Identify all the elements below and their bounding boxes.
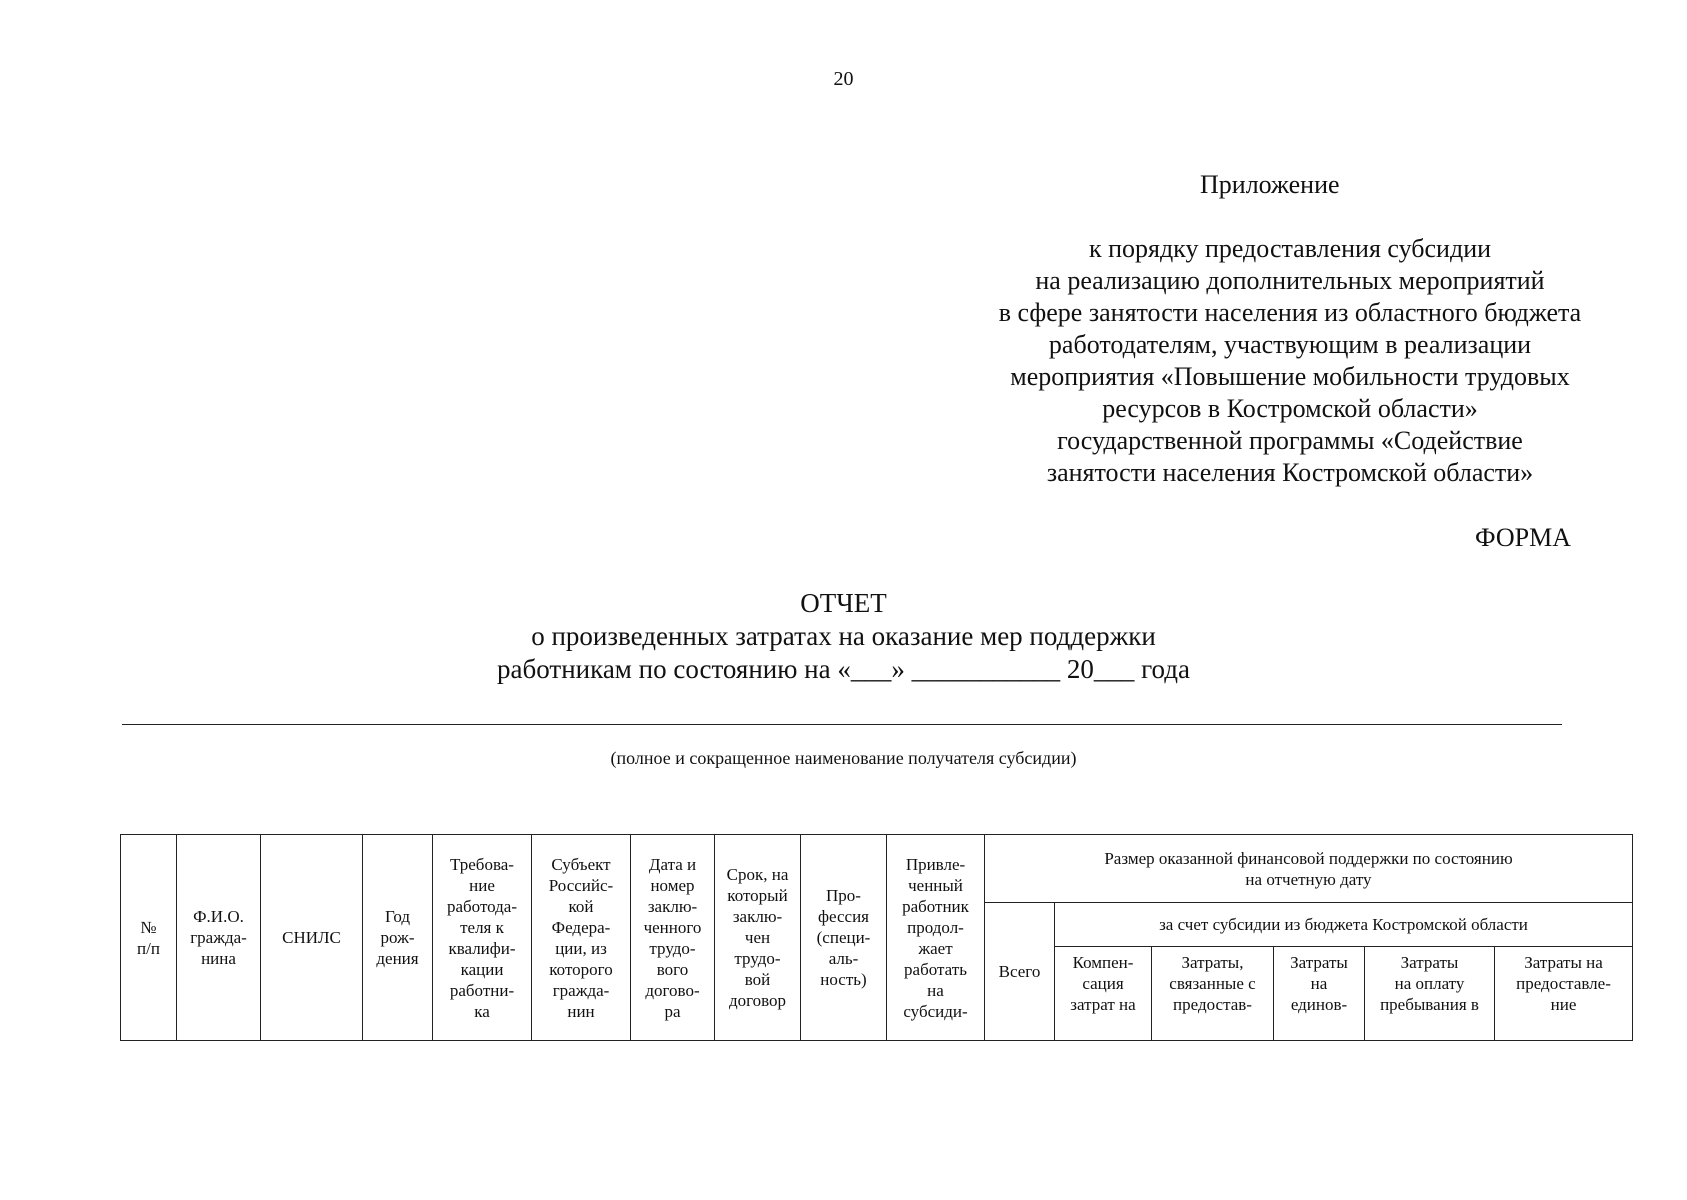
recipient-caption: (полное и сокращенное наименование получателя субсидии) <box>610 748 1077 768</box>
header-sub-lump-sum-text: Затраты на единов- <box>1290 952 1348 1014</box>
header-sub-stay-payment-text: Затраты на оплату пребывания в <box>1380 952 1479 1014</box>
header-employer-requirement: Требова- ние работода- теля к квалифи- кации работни- ка <box>433 835 532 1041</box>
header-row-number: № п/п <box>121 835 177 1041</box>
header-sub-compensation-text: Компен- сация затрат на <box>1070 952 1136 1014</box>
report-title: ОТЧЕТ <box>800 588 887 618</box>
header-sub-stay-payment <box>1365 947 1495 1041</box>
recipient-name-line <box>122 724 1562 725</box>
header-total: Всего <box>985 903 1055 1041</box>
header-support-amount-group: Размер оказанной финансовой поддержки по состоянию на отчетную дату <box>985 835 1633 903</box>
header-subsidy-group: за счет субсидии из бюджета Костромской области <box>1055 903 1633 947</box>
report-heading <box>0 587 1687 686</box>
page-number: 20 <box>833 68 854 90</box>
form-label: ФОРМА <box>1475 523 1571 552</box>
appendix-line: мероприятия «Повышение мобильности трудовых <box>1010 362 1570 391</box>
header-snils: СНИЛС <box>261 835 363 1041</box>
header-contract-term: Срок, на который заклю- чен трудо- вой договор <box>715 835 801 1041</box>
header-sub-related-costs-text: Затраты, связанные с предостав- <box>1169 952 1256 1014</box>
header-sub-related-costs <box>1152 947 1274 1041</box>
appendix-line: к порядку предоставления субсидии <box>1088 234 1492 263</box>
header-sub-provision-text: Затраты на предоставле- ние <box>1516 952 1611 1014</box>
appendix-line: ресурсов в Костромской области» <box>1102 394 1478 423</box>
header-sub-compensation <box>1055 947 1152 1041</box>
appendix-title: Приложение <box>1200 170 1340 199</box>
appendix-line: работодателям, участвующим в реализации <box>1048 330 1532 359</box>
report-table <box>120 834 1633 1041</box>
appendix-line: в сфере занятости населения из областного бюджета <box>998 298 1582 327</box>
appendix-line: государственной программы «Содействие <box>1057 426 1523 455</box>
report-subtitle-line1: о произведенных затратах на оказание мер поддержки <box>531 621 1156 651</box>
header-full-name: Ф.И.О. гражда- нина <box>177 835 261 1041</box>
appendix-description <box>910 233 1670 489</box>
header-contract-date-number: Дата и номер заклю- ченного трудо- вого догово- ра <box>631 835 715 1041</box>
report-subtitle-line2: работникам по состоянию на «___» ___________ 20___ года <box>497 654 1190 684</box>
header-profession: Про- фессия (специ- аль- ность) <box>801 835 887 1041</box>
header-federal-subject: Субъект Российс- кой Федера- ции, из которого гражда- нин <box>532 835 631 1041</box>
header-sub-lump-sum <box>1274 947 1365 1041</box>
header-sub-provision <box>1495 947 1633 1041</box>
appendix-line: на реализацию дополнительных мероприятий <box>1035 266 1545 295</box>
header-continues-working: Привле- ченный работник продол- жает работать на субсиди- <box>887 835 985 1041</box>
header-birth-year: Год рож- дения <box>363 835 433 1041</box>
appendix-line: занятости населения Костромской области» <box>1046 458 1534 487</box>
